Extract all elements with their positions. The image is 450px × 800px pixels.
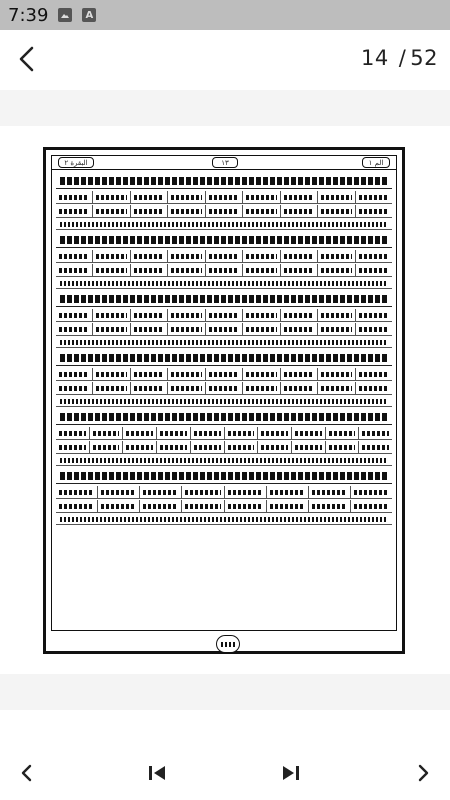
- word-grid-row: [56, 309, 392, 322]
- image-icon: [58, 8, 72, 22]
- verse-line: [56, 409, 392, 425]
- translation-line: [56, 219, 392, 230]
- verse-line: [56, 468, 392, 484]
- word-grid-row: [56, 382, 392, 395]
- page-image: [0, 126, 450, 674]
- para-name-box: الم ١: [362, 157, 390, 168]
- chevron-left-icon: [19, 763, 35, 783]
- translation-line: [56, 396, 392, 407]
- page-separator: /: [398, 46, 407, 70]
- word-grid-row: [56, 191, 392, 204]
- top-bar: [0, 30, 450, 88]
- translation-line: [56, 337, 392, 348]
- next-page-button[interactable]: [406, 756, 440, 790]
- quran-page-content: [51, 155, 397, 631]
- skip-last-icon: [281, 764, 301, 782]
- total-pages: 52: [410, 46, 438, 70]
- word-grid-row: [56, 486, 392, 499]
- word-grid-row: [56, 250, 392, 263]
- page-footer-mark: [216, 635, 240, 653]
- verse-line: [56, 232, 392, 248]
- translation-line: [56, 455, 392, 466]
- status-time: 7:39: [8, 4, 49, 26]
- word-grid-row: [56, 323, 392, 336]
- word-grid-row: [56, 205, 392, 218]
- word-grid-row: [56, 500, 392, 513]
- word-grid-row: [56, 264, 392, 277]
- translation-line: [56, 278, 392, 289]
- word-grid-row: [56, 368, 392, 381]
- last-page-button[interactable]: [274, 756, 308, 790]
- verse-line: [56, 291, 392, 307]
- chevron-right-icon: [415, 763, 431, 783]
- page-number-box: ١٣: [212, 157, 238, 168]
- page-header: [52, 156, 396, 170]
- translation-line: [56, 514, 392, 525]
- word-grid-row: [56, 427, 392, 440]
- word-grid-row: [56, 441, 392, 454]
- prev-page-button[interactable]: [10, 756, 44, 790]
- surah-name-box: البقرة ٢: [58, 157, 94, 168]
- status-bar: [0, 0, 450, 30]
- current-page: 14: [360, 46, 389, 70]
- font-a-icon: A: [82, 8, 96, 22]
- quran-page-frame: [43, 147, 405, 654]
- chevron-left-icon: [17, 46, 37, 72]
- first-page-button[interactable]: [140, 756, 174, 790]
- page-viewer[interactable]: [0, 90, 450, 710]
- verse-line: [56, 350, 392, 366]
- verse-line: [56, 173, 392, 189]
- back-button[interactable]: [10, 42, 44, 76]
- bottom-nav: [0, 710, 450, 800]
- skip-first-icon: [147, 764, 167, 782]
- page-counter: [361, 46, 438, 70]
